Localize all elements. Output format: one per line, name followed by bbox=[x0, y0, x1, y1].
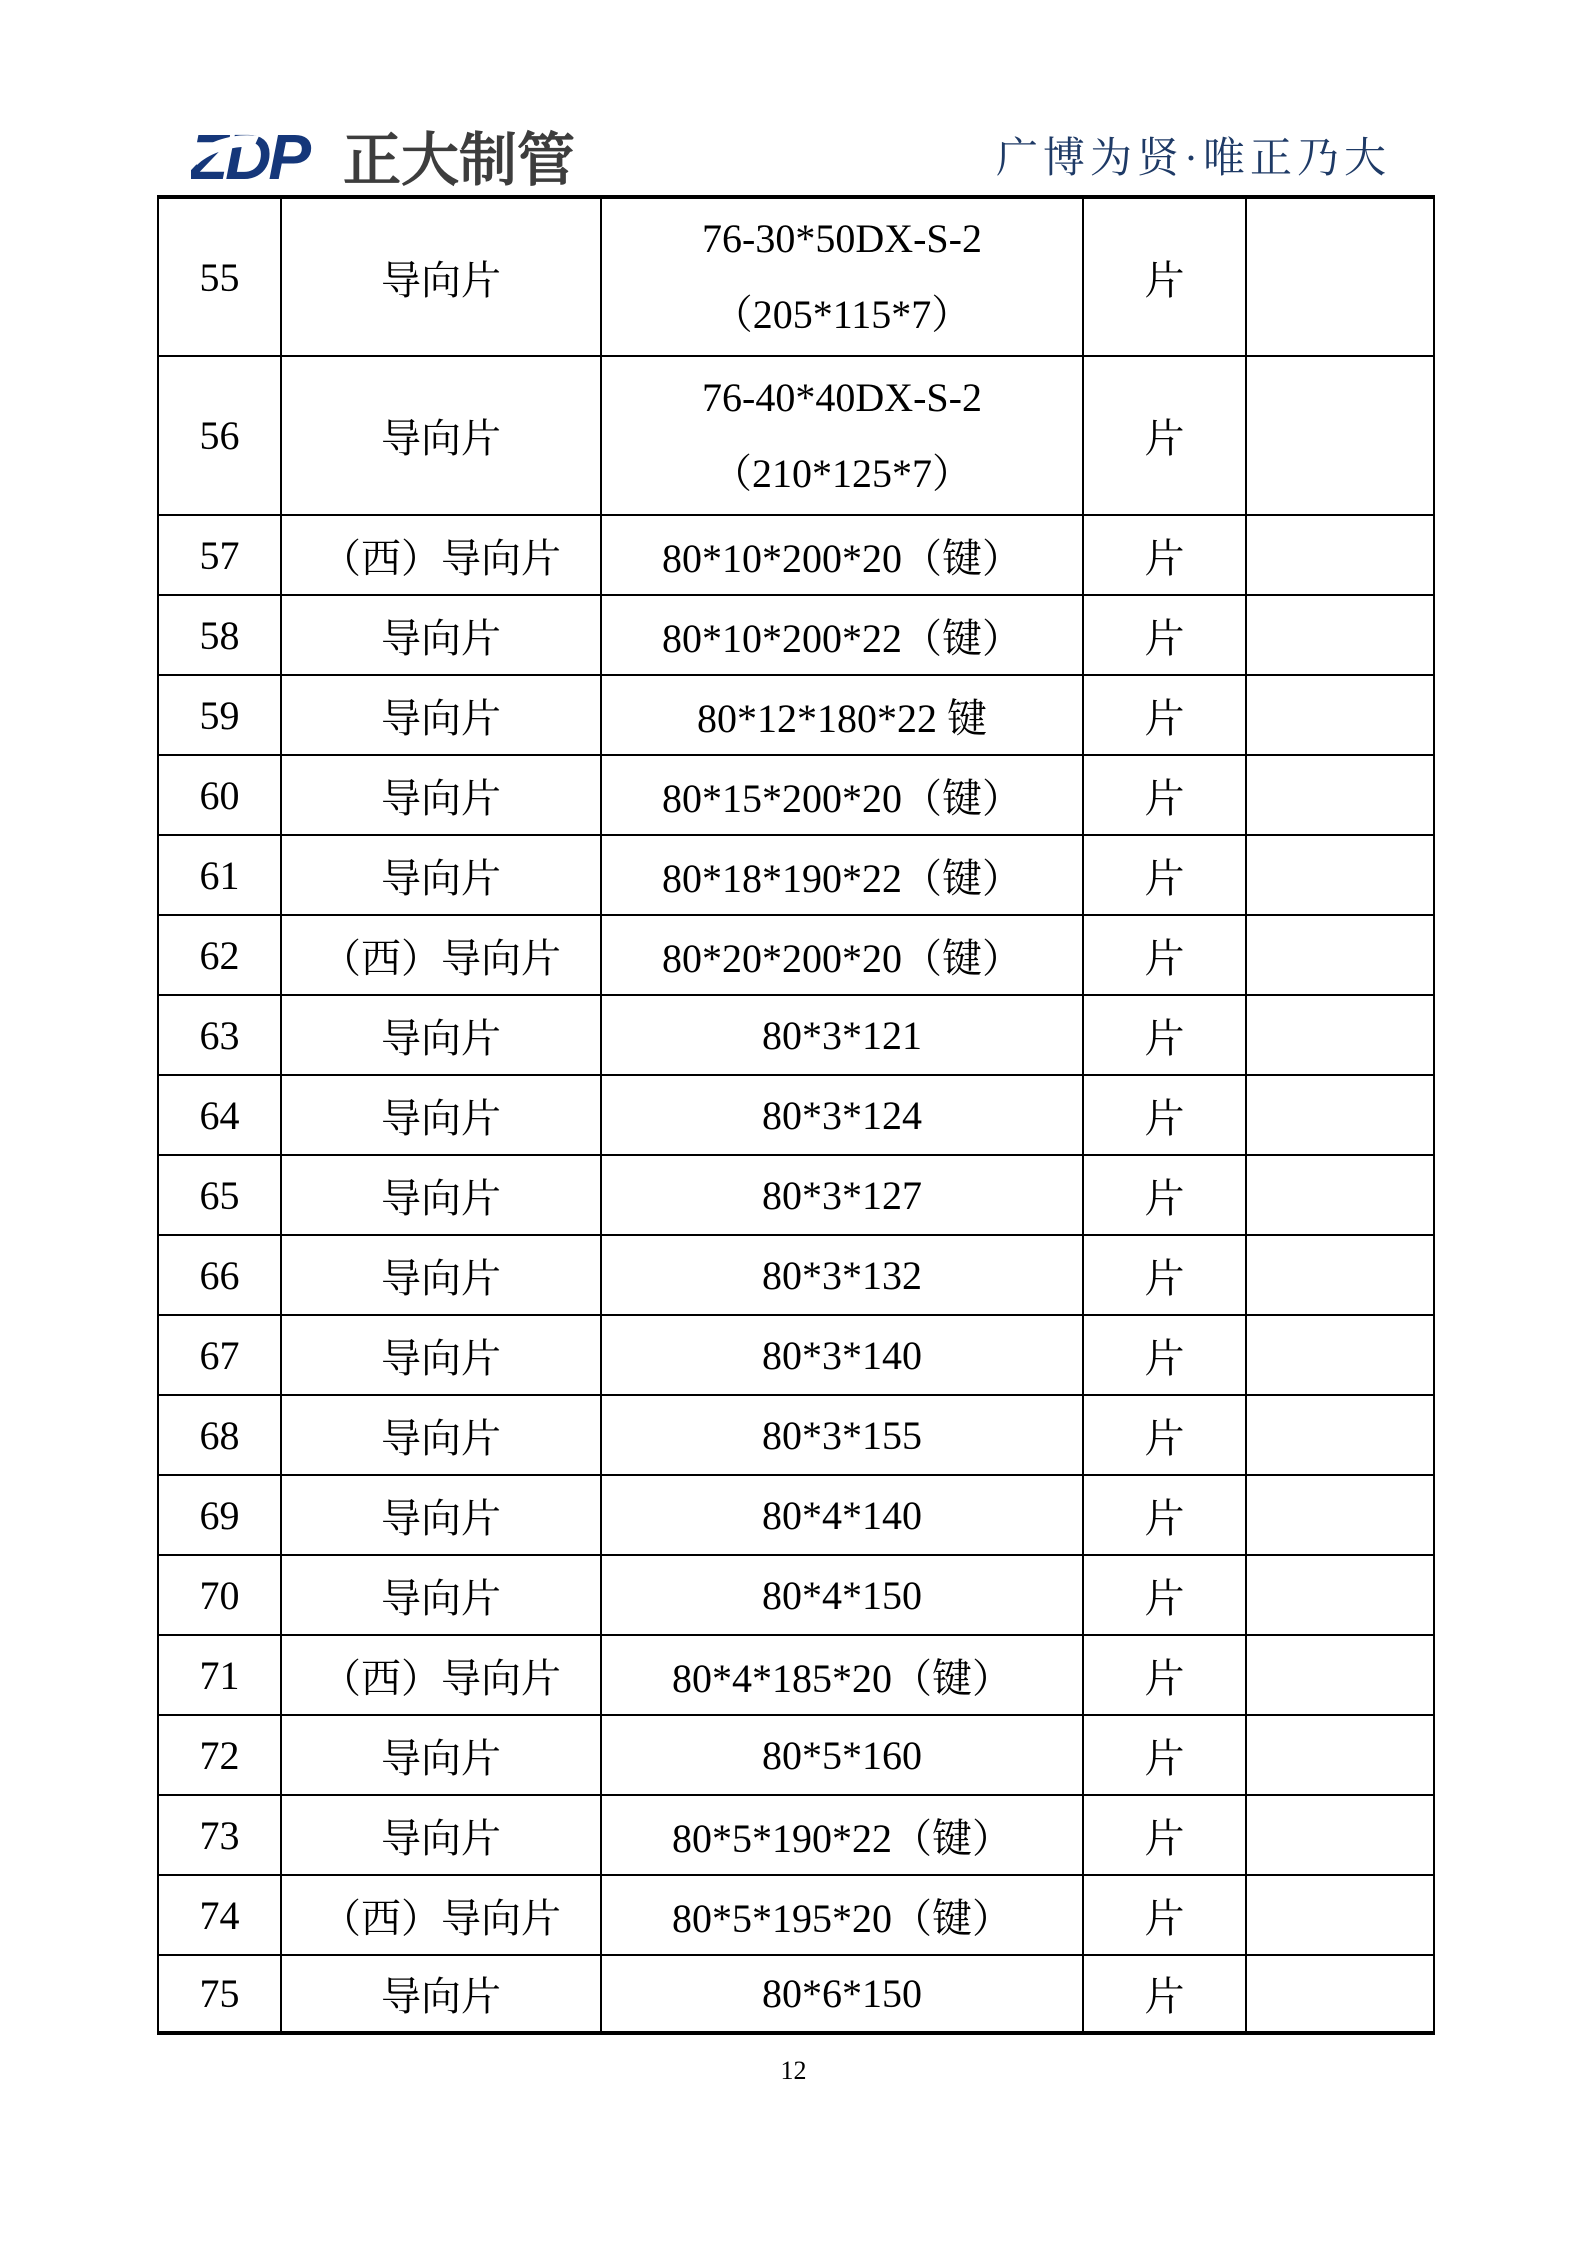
spec-cell bbox=[601, 1395, 1083, 1475]
part-name-cell: 导向片 bbox=[281, 1075, 601, 1155]
note-cell bbox=[1246, 1635, 1434, 1715]
part-name-cell: （西）导向片 bbox=[281, 915, 601, 995]
table-row bbox=[158, 755, 1434, 835]
note-cell bbox=[1246, 1555, 1434, 1635]
part-name-cell: （西）导向片 bbox=[281, 515, 601, 595]
note-cell bbox=[1246, 515, 1434, 595]
spec-line: 80*4*150 bbox=[762, 1572, 922, 1618]
unit-cell: 片 bbox=[1083, 1875, 1246, 1955]
spec-line: 80*4*140 bbox=[762, 1492, 922, 1538]
spec-line: 76-40*40DX-S-2 bbox=[702, 374, 982, 420]
table-row bbox=[158, 1875, 1434, 1955]
unit-cell: 片 bbox=[1083, 515, 1246, 595]
spec-cell bbox=[601, 1635, 1083, 1715]
part-name-cell: 导向片 bbox=[281, 1155, 601, 1235]
unit-cell: 片 bbox=[1083, 1715, 1246, 1795]
note-cell bbox=[1246, 356, 1434, 515]
part-name-cell: 导向片 bbox=[281, 356, 601, 515]
spec-cell bbox=[601, 1235, 1083, 1315]
spec-cell bbox=[601, 1155, 1083, 1235]
table-row bbox=[158, 1795, 1434, 1875]
note-cell bbox=[1246, 995, 1434, 1075]
spec-line: 80*10*200*20（键） bbox=[662, 535, 1022, 581]
note-cell bbox=[1246, 1955, 1434, 2033]
part-name-cell: 导向片 bbox=[281, 995, 601, 1075]
page-header bbox=[0, 0, 1587, 195]
table-row bbox=[158, 1155, 1434, 1235]
logo-zdp-text: ZDP bbox=[191, 126, 308, 190]
spec-cell bbox=[601, 835, 1083, 915]
spec-line: 80*3*121 bbox=[762, 1012, 922, 1058]
spec-cell bbox=[601, 356, 1083, 515]
row-number-cell: 55 bbox=[158, 197, 281, 356]
unit-cell: 片 bbox=[1083, 1635, 1246, 1715]
spec-line: 76-30*50DX-S-2 bbox=[702, 216, 982, 261]
spec-cell bbox=[601, 1715, 1083, 1795]
table-row bbox=[158, 356, 1434, 515]
row-number-cell: 70 bbox=[158, 1555, 281, 1635]
spec-line: 80*3*124 bbox=[762, 1092, 922, 1138]
part-name-cell: 导向片 bbox=[281, 1235, 601, 1315]
table-row bbox=[158, 1635, 1434, 1715]
spec-cell bbox=[601, 1315, 1083, 1395]
note-cell bbox=[1246, 835, 1434, 915]
row-number-cell: 59 bbox=[158, 675, 281, 755]
table-row bbox=[158, 1235, 1434, 1315]
note-cell bbox=[1246, 915, 1434, 995]
spec-line: 80*18*190*22（键） bbox=[662, 855, 1022, 901]
table-row bbox=[158, 1715, 1434, 1795]
table-row bbox=[158, 1395, 1434, 1475]
row-number-cell: 65 bbox=[158, 1155, 281, 1235]
table-row bbox=[158, 515, 1434, 595]
table-row bbox=[158, 1555, 1434, 1635]
unit-cell: 片 bbox=[1083, 915, 1246, 995]
unit-cell: 片 bbox=[1083, 1395, 1246, 1475]
unit-cell: 片 bbox=[1083, 595, 1246, 675]
note-cell bbox=[1246, 197, 1434, 356]
parts-table-body bbox=[158, 197, 1434, 2033]
unit-cell: 片 bbox=[1083, 1235, 1246, 1315]
spec-line: 80*3*127 bbox=[762, 1172, 922, 1218]
part-name-cell: 导向片 bbox=[281, 595, 601, 675]
spec-line: 80*10*200*22（键） bbox=[662, 615, 1022, 661]
part-name-cell: 导向片 bbox=[281, 1955, 601, 2033]
table-row bbox=[158, 197, 1434, 356]
spec-cell bbox=[601, 1475, 1083, 1555]
row-number-cell: 72 bbox=[158, 1715, 281, 1795]
note-cell bbox=[1246, 755, 1434, 835]
spec-cell bbox=[601, 995, 1083, 1075]
part-name-cell: （西）导向片 bbox=[281, 1635, 601, 1715]
table-row bbox=[158, 835, 1434, 915]
spec-line: 80*5*190*22（键） bbox=[672, 1815, 1012, 1861]
part-name-cell: 导向片 bbox=[281, 1795, 601, 1875]
unit-cell: 片 bbox=[1083, 1475, 1246, 1555]
spec-cell bbox=[601, 1875, 1083, 1955]
parts-table bbox=[157, 195, 1435, 2035]
note-cell bbox=[1246, 595, 1434, 675]
note-cell bbox=[1246, 1075, 1434, 1155]
unit-cell: 片 bbox=[1083, 1555, 1246, 1635]
row-number-cell: 67 bbox=[158, 1315, 281, 1395]
unit-cell: 片 bbox=[1083, 1315, 1246, 1395]
unit-cell: 片 bbox=[1083, 675, 1246, 755]
row-number-cell: 75 bbox=[158, 1955, 281, 2033]
note-cell bbox=[1246, 1715, 1434, 1795]
row-number-cell: 61 bbox=[158, 835, 281, 915]
row-number-cell: 57 bbox=[158, 515, 281, 595]
unit-cell: 片 bbox=[1083, 1955, 1246, 2033]
part-name-cell: 导向片 bbox=[281, 835, 601, 915]
part-name-cell: 导向片 bbox=[281, 1555, 601, 1635]
spec-line: 80*3*140 bbox=[762, 1332, 922, 1378]
unit-cell: 片 bbox=[1083, 197, 1246, 356]
spec-cell bbox=[601, 595, 1083, 675]
spec-cell bbox=[601, 755, 1083, 835]
note-cell bbox=[1246, 1395, 1434, 1475]
row-number-cell: 71 bbox=[158, 1635, 281, 1715]
note-cell bbox=[1246, 1875, 1434, 1955]
note-cell bbox=[1246, 1155, 1434, 1235]
spec-cell bbox=[601, 1075, 1083, 1155]
spec-cell bbox=[601, 915, 1083, 995]
part-name-cell: 导向片 bbox=[281, 755, 601, 835]
table-row bbox=[158, 675, 1434, 755]
spec-line: （210*125*7） bbox=[712, 450, 972, 496]
spec-line: 80*6*150 bbox=[762, 1971, 922, 2016]
row-number-cell: 66 bbox=[158, 1235, 281, 1315]
spec-cell bbox=[601, 675, 1083, 755]
page-number: 12 bbox=[780, 2056, 807, 2085]
spec-line: 80*5*160 bbox=[762, 1732, 922, 1778]
table-row bbox=[158, 995, 1434, 1075]
part-name-cell: 导向片 bbox=[281, 1475, 601, 1555]
row-number-cell: 64 bbox=[158, 1075, 281, 1155]
row-number-cell: 63 bbox=[158, 995, 281, 1075]
unit-cell: 片 bbox=[1083, 1075, 1246, 1155]
table-row bbox=[158, 915, 1434, 995]
spec-line: 80*12*180*22 键 bbox=[697, 695, 987, 741]
row-number-cell: 60 bbox=[158, 755, 281, 835]
unit-cell: 片 bbox=[1083, 755, 1246, 835]
row-number-cell: 56 bbox=[158, 356, 281, 515]
spec-line: 80*3*132 bbox=[762, 1252, 922, 1298]
spec-line: 80*5*195*20（键） bbox=[672, 1895, 1012, 1941]
note-cell bbox=[1246, 1795, 1434, 1875]
row-number-cell: 62 bbox=[158, 915, 281, 995]
table-row bbox=[158, 1955, 1434, 2033]
zdp-logo-graphic bbox=[191, 126, 611, 190]
table-row bbox=[158, 1475, 1434, 1555]
table-row bbox=[158, 1075, 1434, 1155]
spec-cell bbox=[601, 515, 1083, 595]
part-name-cell: 导向片 bbox=[281, 197, 601, 356]
company-slogan: 广博为贤·唯正乃大 bbox=[996, 136, 1391, 182]
spec-line: （205*115*7） bbox=[712, 292, 972, 337]
spec-cell bbox=[601, 1955, 1083, 2033]
spec-line: 80*20*200*20（键） bbox=[662, 935, 1022, 981]
part-name-cell: 导向片 bbox=[281, 675, 601, 755]
row-number-cell: 58 bbox=[158, 595, 281, 675]
unit-cell: 片 bbox=[1083, 356, 1246, 515]
table-row bbox=[158, 595, 1434, 675]
row-number-cell: 68 bbox=[158, 1395, 281, 1475]
company-logo bbox=[191, 126, 611, 190]
row-number-cell: 74 bbox=[158, 1875, 281, 1955]
part-name-cell: （西）导向片 bbox=[281, 1875, 601, 1955]
table-row bbox=[158, 1315, 1434, 1395]
note-cell bbox=[1246, 1235, 1434, 1315]
unit-cell: 片 bbox=[1083, 995, 1246, 1075]
note-cell bbox=[1246, 1475, 1434, 1555]
unit-cell: 片 bbox=[1083, 835, 1246, 915]
spec-cell bbox=[601, 197, 1083, 356]
part-name-cell: 导向片 bbox=[281, 1395, 601, 1475]
unit-cell: 片 bbox=[1083, 1155, 1246, 1235]
row-number-cell: 69 bbox=[158, 1475, 281, 1555]
part-name-cell: 导向片 bbox=[281, 1715, 601, 1795]
spec-line: 80*3*155 bbox=[762, 1412, 922, 1458]
spec-line: 80*4*185*20（键） bbox=[672, 1655, 1012, 1701]
logo-brand-name: 正大制管 bbox=[343, 128, 576, 190]
spec-cell bbox=[601, 1555, 1083, 1635]
part-name-cell: 导向片 bbox=[281, 1315, 601, 1395]
row-number-cell: 73 bbox=[158, 1795, 281, 1875]
note-cell bbox=[1246, 1315, 1434, 1395]
unit-cell: 片 bbox=[1083, 1795, 1246, 1875]
spec-line: 80*15*200*20（键） bbox=[662, 775, 1022, 821]
note-cell bbox=[1246, 675, 1434, 755]
spec-cell bbox=[601, 1795, 1083, 1875]
